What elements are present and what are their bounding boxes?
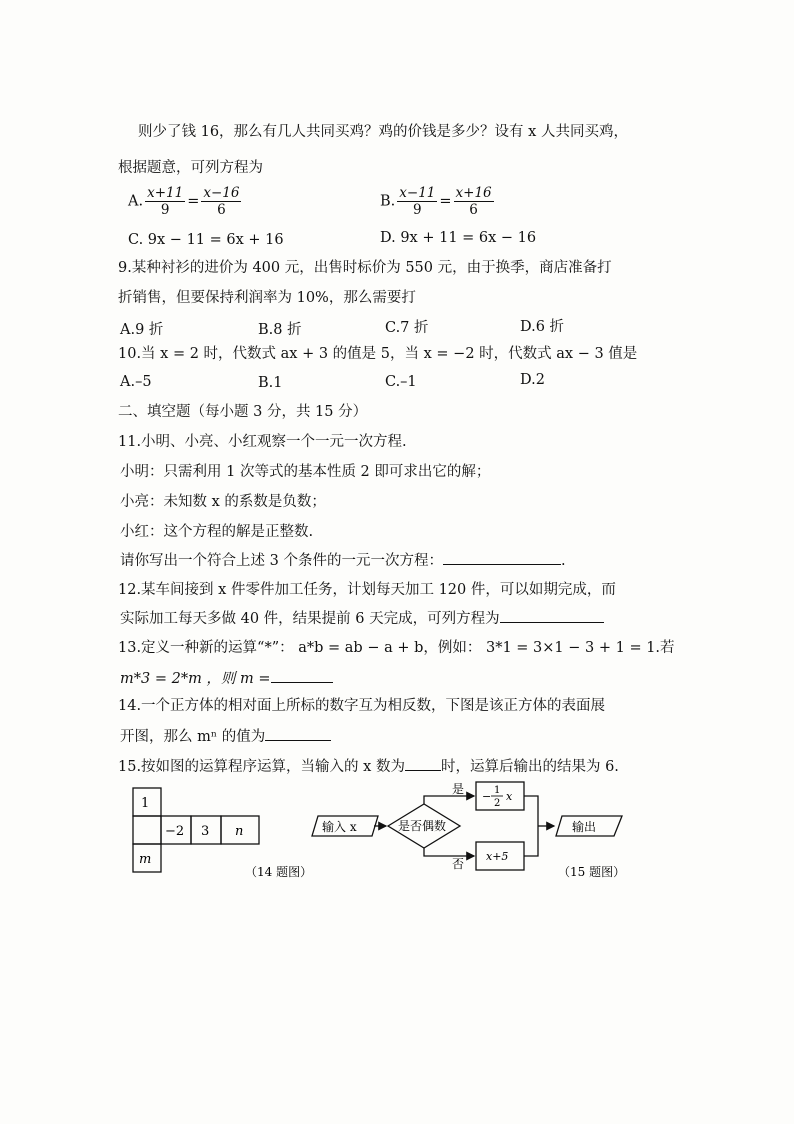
answer-blank[interactable] [443, 550, 561, 565]
q11-line4: 小红：这个方程的解是正整数. [120, 524, 314, 540]
q11-line1: 11.小明、小亮、小红观察一个一元一次方程. [118, 434, 407, 450]
cube-cell-3: 3 [201, 824, 210, 839]
q8-line1: 则少了钱 16，那么有几人共同买鸡？鸡的价钱是多少？设有 x 人共同买鸡， [138, 124, 628, 140]
q10-option-c[interactable]: C.–1 [385, 374, 417, 390]
q11-line3: 小亮：未知数 x 的系数是负数； [120, 494, 326, 510]
q8-option-b[interactable]: B. $\frac{x-11}{9}$ = $\frac{x+16}{6}$ [380, 185, 492, 218]
cube-cell-m: m [139, 852, 152, 867]
q8-line2: 根据题意，可列方程为 [118, 160, 263, 176]
answer-blank[interactable] [265, 726, 331, 741]
flow-yes-label: 是 [452, 782, 465, 796]
cube-face [133, 816, 161, 844]
answer-blank[interactable] [271, 668, 333, 683]
yes-box-den: 2 [494, 798, 501, 809]
section-heading: 二、填空题（每小题 3 分，共 15 分） [118, 404, 368, 420]
answer-blank[interactable] [500, 608, 604, 623]
figure-caption-14: （14 题图） [245, 865, 313, 879]
q8-option-c[interactable]: C. 9x − 11 = 6x + 16 [128, 232, 284, 248]
figure-caption-15: （15 题图） [558, 865, 626, 879]
cube-cell-2: −2 [165, 824, 185, 839]
q13-line1: 13.定义一种新的运算“*”： a*b = ab − a + b，例如： 3*1 = 3×1 − 3 + 1 = 1.若 [118, 640, 675, 656]
fraction: $\frac{x+16}{6}$ [455, 185, 492, 218]
flow-output-label: 输出 [572, 820, 597, 834]
q10-line1: 10.当 x = 2 时，代数式 ax + 3 的值是 5，当 x = −2 时，代数式 ax − 3 值是 [118, 346, 638, 362]
q10-option-b[interactable]: B.1 [258, 375, 283, 391]
q15-line1: 15.按如图的运算程序运算，当输入的 x 数为 时，运算后输出的结果为 6. [118, 756, 619, 777]
flow-no-label: 否 [452, 857, 465, 871]
flowchart-figure [300, 776, 640, 886]
fraction: $\frac{x-16}{6}$ [203, 185, 240, 218]
cube-cell-n: n [235, 824, 244, 839]
no-box-label: x+5 [486, 850, 509, 863]
fraction: $\frac{x-11}{9}$ [399, 185, 436, 218]
q13-line2: m*3 = 2*m ，则 m = [120, 668, 333, 689]
q12-line1: 12.某车间接到 x 件零件加工任务，计划每天加工 120 件，可以如期完成，而 [118, 582, 616, 598]
q8-option-d[interactable]: D. 9x + 11 = 6x − 16 [380, 230, 537, 246]
answer-blank[interactable] [405, 756, 441, 771]
yes-box-var: x [506, 790, 513, 803]
cube-cell-1: 1 [141, 796, 150, 811]
q12-line2: 实际加工每天多做 40 件，结果提前 6 天完成，可列方程为 [120, 608, 604, 629]
q11-line2: 小明：只需利用 1 次等式的基本性质 2 即可求出它的解； [120, 464, 491, 480]
cube-net-figure [125, 782, 325, 882]
flow-decision-label: 是否偶数 [398, 819, 447, 833]
q11-line5: 请你写出一个符合上述 3 个条件的一元一次方程： . [120, 550, 566, 571]
q9-option-d[interactable]: D.6 折 [520, 319, 565, 335]
q8-option-a[interactable]: A. $\frac{x+11}{9}$ = $\frac{x-16}{6}$ [128, 185, 240, 218]
q9-line1: 9.某种衬衫的进价为 400 元，出售时标价为 550 元，由于换季，商店准备打 [118, 260, 612, 276]
q10-option-a[interactable]: A.–5 [120, 374, 152, 390]
flow-input-label: 输入 x [322, 820, 357, 834]
q10-option-d[interactable]: D.2 [520, 372, 545, 388]
yes-box-num: 1 [494, 785, 501, 796]
q9-line2: 折销售，但要保持利润率为 10%，那么需要打 [118, 290, 416, 306]
q9-option-a[interactable]: A.9 折 [120, 322, 164, 338]
q9-option-b[interactable]: B.8 折 [258, 322, 302, 338]
q14-line1: 14.一个正方体的相对面上所标的数字互为相反数，下图是该正方体的表面展 [118, 698, 606, 714]
option-label: B. [380, 193, 396, 210]
fraction: $\frac{x+11}{9}$ [147, 185, 184, 218]
q9-option-c[interactable]: C.7 折 [385, 320, 429, 336]
yes-box-minus: − [482, 790, 492, 803]
q14-line2: 开图，那么 mⁿ 的值为 [120, 726, 331, 747]
option-label: A. [128, 193, 144, 210]
